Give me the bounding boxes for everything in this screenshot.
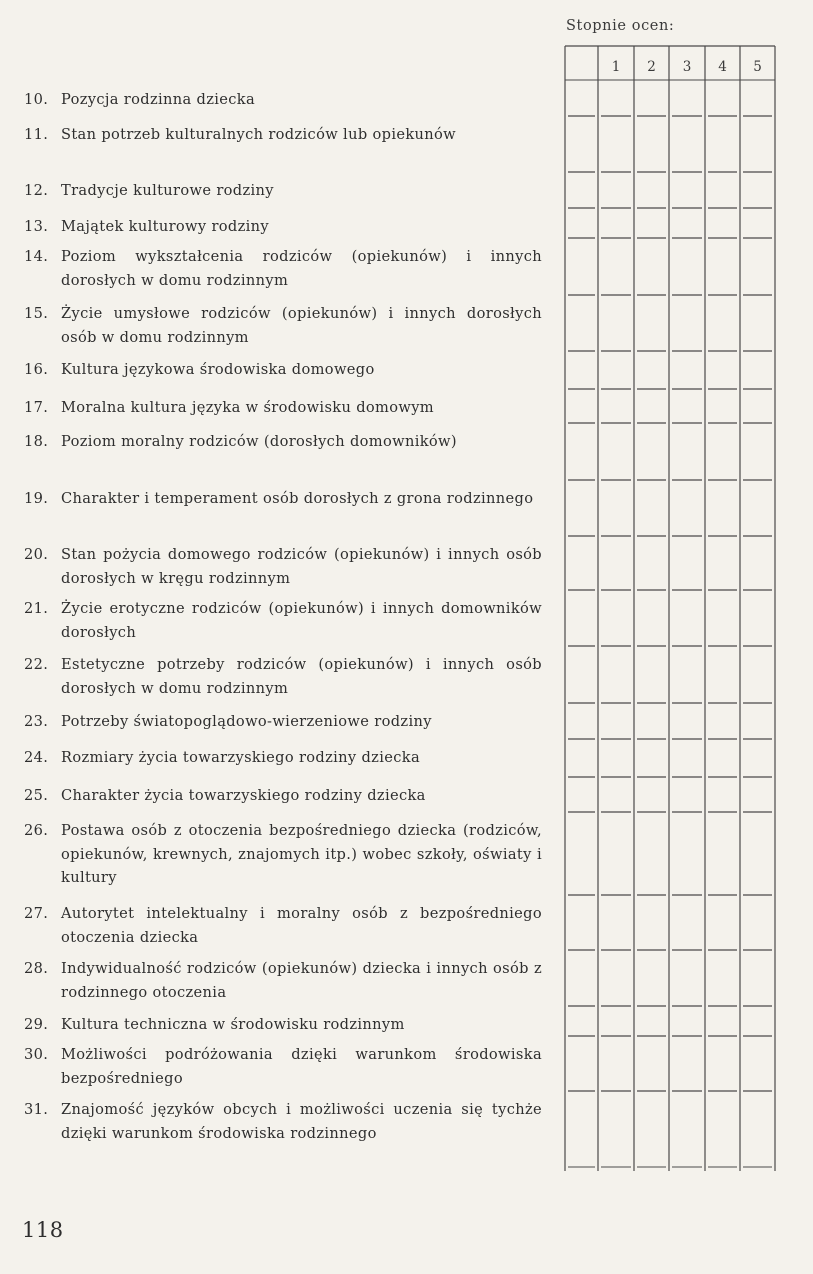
criterion-number: 15. <box>24 305 49 322</box>
criterion-number: 12. <box>24 182 49 199</box>
criterion-item <box>24 543 542 590</box>
criterion-item <box>24 123 542 147</box>
criterion-number: 18. <box>24 433 49 450</box>
criterion-text: Majątek kulturowy rodziny <box>61 218 270 235</box>
criterion-number: 27. <box>24 905 49 922</box>
criterion-number: 17. <box>24 399 49 416</box>
criterion-text: Stan potrzeb kulturalnych rodziców lub opiekunów <box>61 126 456 143</box>
criterion-item <box>24 88 542 112</box>
grade-column-3: 3 <box>682 59 692 75</box>
criterion-text: Postawa osób z otoczenia bezpośredniego dziecka (rodziców, opiekunów, krewnych, znajomych itp.) wobec szkoły, oświaty i kultury <box>61 822 542 886</box>
criterion-item <box>24 1043 542 1090</box>
criterion-text: Poziom wykształcenia rodziców (opiekunów) i innych dorosłych w domu rodzinnym <box>61 248 542 289</box>
criterion-item <box>24 302 542 349</box>
criterion-text: Życie umysłowe rodziców (opiekunów) i innych dorosłych osób w domu rodzinnym <box>61 305 542 346</box>
criterion-item <box>24 179 542 203</box>
criterion-text: Znajomość języków obcych i możliwości uczenia się tychże dzięki warunkom środowiska rodzinnego <box>61 1101 542 1142</box>
criterion-item <box>24 396 542 420</box>
criterion-number: 11. <box>24 126 49 143</box>
grades-header: Stopnie ocen: <box>566 18 675 34</box>
criterion-item <box>24 902 542 949</box>
criterion-item <box>24 653 542 700</box>
criterion-text: Możliwości podróżowania dzięki warunkom środowiska bezpośredniego <box>61 1046 542 1087</box>
criterion-item <box>24 746 542 770</box>
criterion-number: 13. <box>24 218 49 235</box>
criterion-number: 19. <box>24 490 49 507</box>
criterion-number: 26. <box>24 822 49 839</box>
criterion-text: Pozycja rodzinna dziecka <box>61 91 256 108</box>
criterion-number: 10. <box>24 91 49 108</box>
criterion-text: Estetyczne potrzeby rodziców (opiekunów) i innych osób dorosłych w domu rodzinnym <box>61 656 542 697</box>
criterion-text: Stan pożycia domowego rodziców (opiekunów) i innych osób dorosłych w kręgu rodzinnym <box>61 546 542 587</box>
criterion-number: 21. <box>24 600 49 617</box>
criterion-number: 31. <box>24 1101 49 1118</box>
criterion-number: 22. <box>24 656 49 673</box>
page-number: 118 <box>22 1218 64 1242</box>
grade-column-4: 4 <box>718 59 727 75</box>
criterion-text: Potrzeby światopoglądowo-wierzeniowe rodziny <box>61 713 432 730</box>
criterion-text: Charakter życia towarzyskiego rodziny dziecka <box>61 787 426 804</box>
criterion-item <box>24 215 542 239</box>
criterion-item <box>24 597 542 644</box>
criterion-number: 14. <box>24 248 49 265</box>
criterion-item <box>24 430 542 454</box>
criterion-number: 20. <box>24 546 49 563</box>
criterion-item <box>24 710 542 734</box>
criterion-item <box>24 1013 542 1037</box>
criterion-text: Tradycje kulturowe rodziny <box>61 182 274 199</box>
grade-column-5: 5 <box>753 59 762 75</box>
criterion-number: 30. <box>24 1046 49 1063</box>
criterion-item <box>24 957 542 1004</box>
criterion-number: 24. <box>24 749 49 766</box>
criterion-item <box>24 819 542 890</box>
criterion-item <box>24 784 542 808</box>
criterion-item <box>24 487 542 511</box>
grade-column-2: 2 <box>647 59 656 75</box>
criterion-text: Kultura językowa środowiska domowego <box>61 361 375 378</box>
criterion-number: 28. <box>24 960 49 977</box>
criterion-text: Moralna kultura języka w środowisku domowym <box>61 399 434 416</box>
criterion-text: Kultura techniczna w środowisku rodzinnym <box>61 1016 405 1033</box>
criterion-text: Poziom moralny rodziców (dorosłych domowników) <box>61 433 457 450</box>
criterion-text: Życie erotyczne rodziców (opiekunów) i innych domowników dorosłych <box>61 600 542 641</box>
grade-column-1: 1 <box>611 59 621 75</box>
criterion-text: Autorytet intelektualny i moralny osób z bezpośredniego otoczenia dziecka <box>61 905 542 946</box>
criterion-item <box>24 1098 542 1145</box>
criterion-number: 25. <box>24 787 49 804</box>
criterion-number: 23. <box>24 713 49 730</box>
criterion-number: 29. <box>24 1016 49 1033</box>
criterion-text: Charakter i temperament osób dorosłych z grona rodzinnego <box>61 490 534 507</box>
criterion-item <box>24 245 542 292</box>
criterion-number: 16. <box>24 361 49 378</box>
criterion-text: Indywidualność rodziców (opiekunów) dziecka i innych osób z rodzinnego otoczenia <box>61 960 542 1001</box>
criterion-text: Rozmiary życia towarzyskiego rodziny dziecka <box>61 749 420 766</box>
criterion-item <box>24 358 542 382</box>
